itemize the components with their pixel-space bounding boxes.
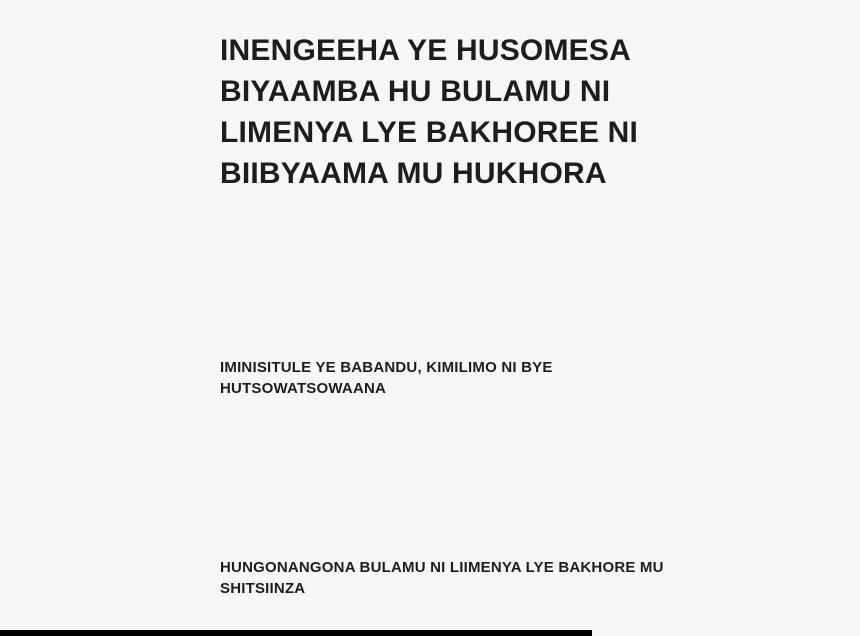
section-heading bbox=[220, 557, 690, 599]
ministry-heading-line-2: HUTSOWATSOWAANA bbox=[220, 380, 387, 397]
ministry-heading bbox=[220, 357, 580, 399]
section-heading-line-1: HUNGONANGONA BULAMU NI LIIMENYA LYE BAKHORE MU bbox=[220, 559, 664, 576]
page-bottom-edge-bar bbox=[0, 630, 592, 636]
section-heading-line-2: SHITSIINZA bbox=[220, 580, 306, 597]
document-title-line-4: BIIBYAAMA MU HUKHORA bbox=[220, 157, 607, 190]
document-title-line-1: INENGEEHA YE HUSOMESA bbox=[220, 34, 631, 67]
document-title-line-2: BIYAAMBA HU BULAMU NI bbox=[220, 75, 611, 108]
document-title bbox=[220, 30, 650, 194]
document-title-line-3: LIMENYA LYE BAKHOREE NI bbox=[220, 116, 639, 149]
ministry-heading-line-1: IMINISITULE YE BABANDU, KIMILIMO NI BYE bbox=[220, 359, 553, 376]
